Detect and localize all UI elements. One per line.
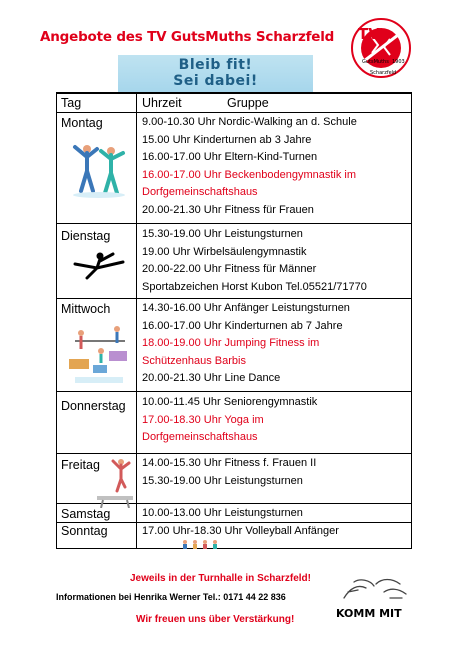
day-entries [142,226,409,296]
day-name: Dienstag [61,229,111,243]
day-row-dienstag [57,223,411,299]
day-name: Sonntag [61,524,108,538]
entry: 16.00-17.00 Uhr Kinderturnen ab 7 Jahre [142,319,343,332]
schedule-table [56,92,412,549]
logo-letters: TV [358,25,380,43]
table-header [57,93,411,113]
entry: 19.00 Uhr Wirbelsäulengymnastik [142,245,307,258]
day-entries [142,455,409,490]
entry-highlight: Dorfgemeinschaftshaus [142,431,258,443]
gymnastics-illustration [69,139,129,199]
location-note: Jeweils in der Turnhalle in Scharzfeld! [130,573,311,584]
day-entries [142,505,409,523]
banner-line-2: Sei dabei! [173,73,258,89]
entry-highlight: Schützenhaus Barbis [142,354,246,367]
entry: 10.00-11.45 Uhr Seniorengymnastik [142,396,318,408]
day-name: Mittwoch [61,302,111,316]
logo-ring-left: GutsMuths [362,59,389,65]
gym-equipment-illustration [67,321,131,387]
entry: 20.00-21.30 Uhr Fitness für Frauen [142,203,314,216]
volleyball-players-illustration [179,539,223,549]
dancer-silhouette [73,250,125,280]
entry: 16.00-17.00 Uhr Eltern-Kind-Turnen [142,151,318,163]
club-logo [350,17,412,79]
entry-highlight: 16.00-17.00 Uhr Beckenbodengymnastik im [142,168,357,181]
day-row-mittwoch [57,298,411,392]
day-name: Freitag [61,458,100,472]
entry-highlight: 18.00-19.00 Uhr Jumping Fitness im [142,337,320,349]
day-name: Samstag [61,507,111,521]
day-row-montag [57,112,411,224]
header-group: Gruppe [227,96,269,110]
day-row-samstag [57,503,411,523]
header-day: Tag [61,96,82,110]
entry: 15.00 Uhr Kinderturnen ab 3 Jahre [142,133,312,146]
entry: 14.30-16.00 Uhr Anfänger Leistungsturnen [142,302,350,314]
logo-ring-right: 1903 [392,59,405,65]
closing-note: Wir freuen uns über Verstärkung! [136,614,295,625]
entry-highlight: Dorfgemeinschaftshaus [142,186,258,198]
day-row-sonntag [57,522,411,549]
slogan: KOMM MIT [336,607,402,620]
day-name: Donnerstag [61,399,126,413]
day-entries [142,300,409,388]
entry: 9.00-10.30 Uhr Nordic-Walking an d. Schule [142,116,357,128]
motto-banner [118,55,313,92]
day-entries [142,394,409,447]
entry-highlight: 17.00-18.30 Uhr Yoga im [142,413,264,426]
day-entries [142,523,409,541]
logo-ring-bottom: Scharzfeld [370,70,397,76]
entry: 14.00-15.30 Uhr Fitness f. Frauen II [142,457,317,469]
banner-line-1: Bleib fit! [178,57,253,73]
entry: 15.30-19.00 Uhr Leistungsturnen [142,228,303,240]
entry: 17.00 Uhr-18.30 Uhr Volleyball Anfänger [142,525,339,537]
header-time: Uhrzeit [142,96,182,110]
entry: 10.00-13.00 Uhr Leistungsturnen [142,507,303,519]
day-entries [142,114,409,219]
entry: Sportabzeichen Horst Kubon Tel.05521/71770 [142,280,367,293]
entry: 15.30-19.00 Uhr Leistungsturnen [142,474,303,487]
entry: 20.00-22.00 Uhr Fitness für Männer [142,263,317,275]
entry: 20.00-21.30 Uhr Line Dance [142,372,281,384]
day-name: Montag [61,116,103,130]
hands-sketch [340,574,410,604]
balance-beam-icon [95,494,135,508]
page-title: Angebote des TV GutsMuths Scharzfeld [40,29,335,45]
contact-info: Informationen bei Henrika Werner Tel.: 0171 44 22 836 [56,592,286,602]
day-row-donnerstag [57,391,411,454]
